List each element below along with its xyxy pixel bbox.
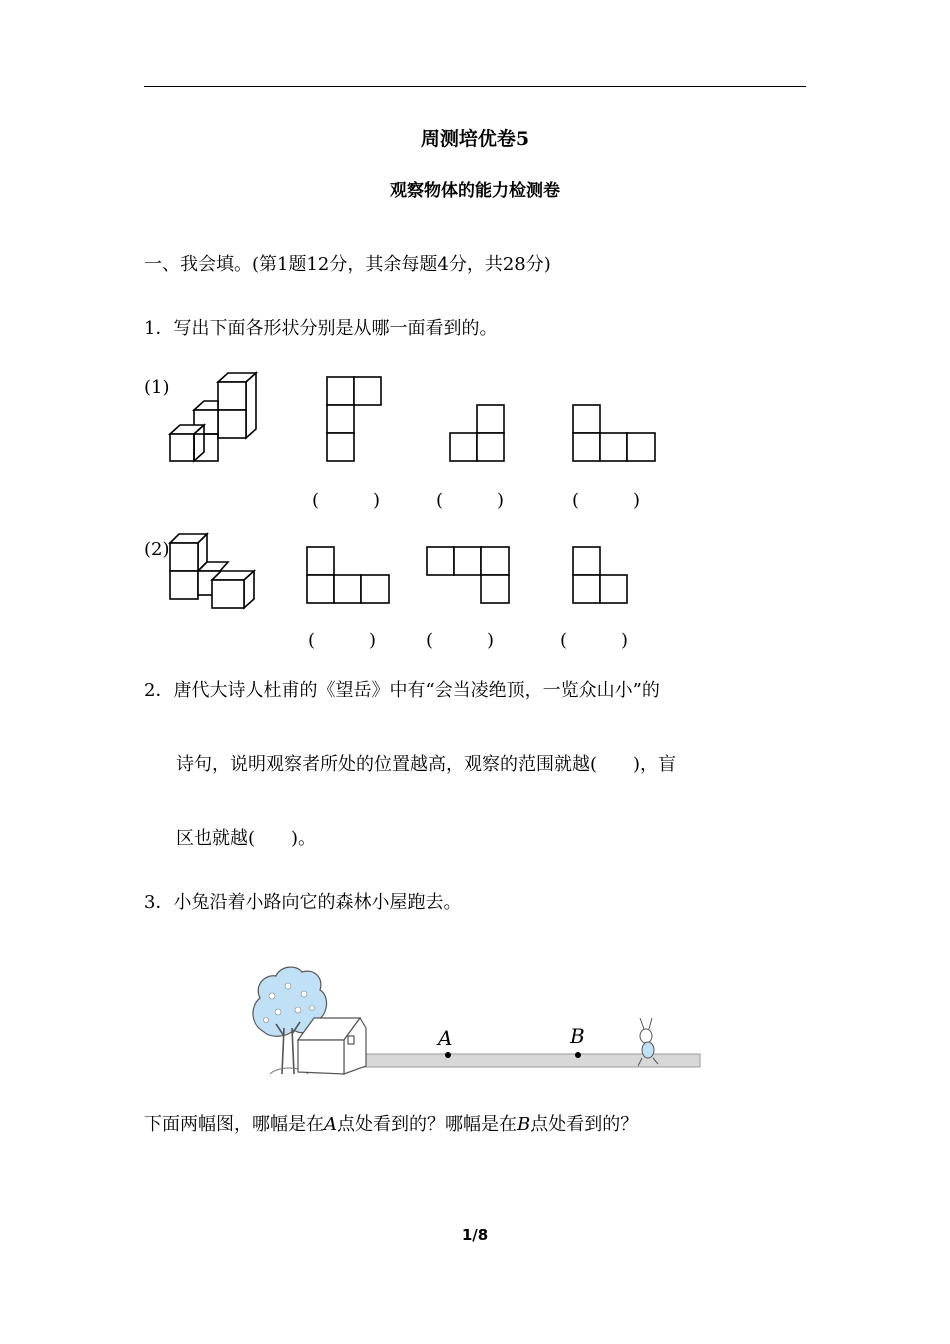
answer-blank-1a[interactable]: ( ) (312, 490, 381, 511)
view-1b (449, 404, 505, 462)
prompt-prefix: 下面两幅图，哪幅是在 (144, 1114, 324, 1135)
question-2-line-1: 2．唐代大诗人杜甫的《望岳》中有“会当凌绝顶，一览众山小”的 (144, 680, 660, 701)
question-2-line-3: 区也就越( )。 (176, 828, 317, 849)
page-title: 周测培优卷5 (420, 128, 530, 150)
question-3-text: 3．小兔沿着小路向它的森林小屋跑去。 (144, 892, 462, 913)
prompt-point-b: B (517, 1114, 531, 1135)
page-subtitle: 观察物体的能力检测卷 (390, 181, 560, 201)
prompt-suffix: 点处看到的？ (530, 1114, 639, 1135)
question-2-line-2: 诗句，说明观察者所处的位置越高，观察的范围就越( )，盲 (176, 754, 677, 775)
prompt-mid: 点处看到的？哪幅是在 (337, 1114, 517, 1135)
view-2c (572, 546, 628, 604)
prompt-point-a: A (324, 1114, 337, 1135)
house-icon (298, 1018, 366, 1074)
point-a-label: A (438, 1026, 453, 1050)
part-1-label: (1) (144, 377, 170, 398)
question-1-text: 1．写出下面各形状分别是从哪一面看到的。 (144, 318, 498, 339)
page-number: 1/8 (461, 1226, 489, 1244)
answer-blank-1c[interactable]: ( ) (572, 490, 641, 511)
answer-blank-1b[interactable]: ( ) (436, 490, 505, 511)
view-2b (426, 546, 510, 604)
answer-blank-2b[interactable]: ( ) (426, 630, 495, 651)
point-b-marker (575, 1052, 581, 1058)
section-heading: 一、我会填。(第1题12分，其余每题4分，共28分) (144, 254, 551, 275)
answer-blank-2c[interactable]: ( ) (560, 630, 629, 651)
view-2a (306, 546, 390, 604)
question-3-prompt (144, 1110, 638, 1136)
cube-stack-2 (166, 532, 266, 612)
path-scene (248, 962, 704, 1082)
view-1c (572, 404, 656, 462)
point-a-marker (445, 1052, 451, 1058)
point-b-label: B (570, 1024, 585, 1048)
view-1a (326, 376, 382, 462)
answer-blank-2a[interactable]: ( ) (308, 630, 377, 651)
cube-stack-1 (166, 370, 266, 466)
part-2-label: (2) (144, 539, 170, 560)
header-rule (144, 86, 806, 87)
